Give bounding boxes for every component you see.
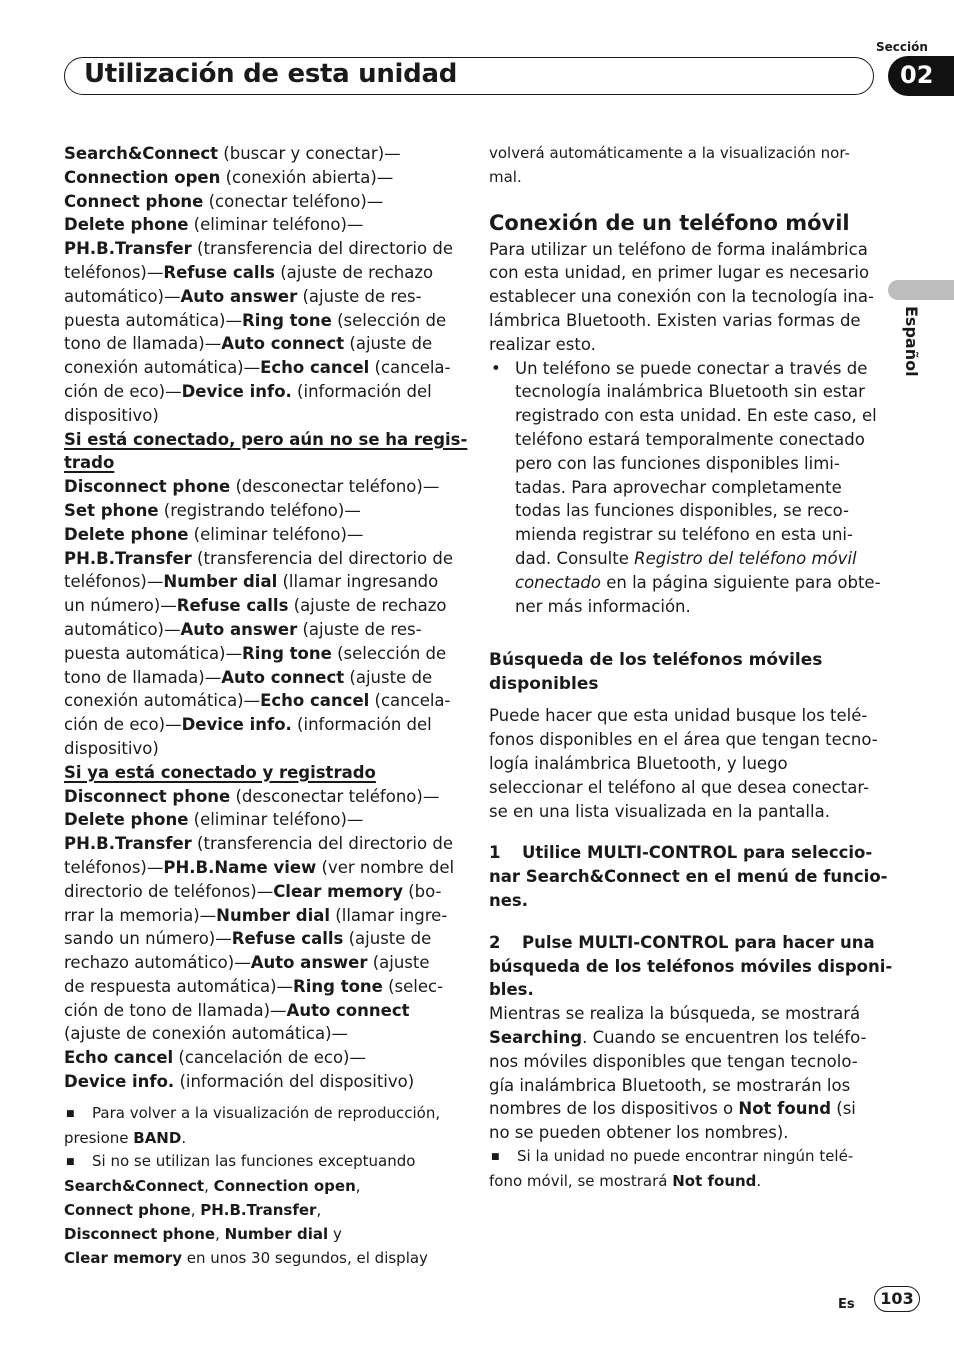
text-run: Disconnect phone: [64, 786, 231, 806]
section-label: Sección: [876, 40, 928, 54]
text-run: Connect phone: [64, 191, 204, 211]
language-tab: [888, 280, 954, 300]
text-line: [64, 356, 456, 380]
step-1: [489, 841, 888, 912]
text-line: [64, 832, 456, 856]
text-run: Delete phone: [64, 215, 189, 235]
text-run: Ring tone: [293, 976, 383, 996]
text-run: fono móvil, se mostrará: [489, 1171, 673, 1190]
text-line: [64, 1046, 456, 1070]
text-line: [64, 689, 456, 713]
text-run: Si no se utilizan las funciones exceptuando: [92, 1152, 416, 1171]
text-line: [515, 452, 881, 476]
step-line: [489, 931, 881, 955]
intro-text: [489, 142, 881, 190]
text-run: teléfonos)—: [64, 857, 164, 877]
text-run: rrar la memoria)—: [64, 905, 217, 925]
text-line: [64, 999, 456, 1023]
text-line: [64, 904, 456, 928]
text-run: (ajuste de: [344, 334, 433, 354]
text-run: sando un número)—: [64, 929, 232, 949]
text-line: [64, 523, 456, 547]
text-run: de respuesta automática)—: [64, 976, 294, 996]
text-run: (llamar ingresando: [277, 572, 439, 592]
note-line: [64, 1247, 456, 1271]
text-run: tono de llamada)—: [64, 334, 222, 354]
text-run: Search&Connect: [64, 144, 219, 163]
text-line: [489, 1121, 881, 1145]
note-line: [489, 1170, 881, 1194]
text-run: Refuse calls: [231, 929, 344, 949]
note-line: [64, 1175, 456, 1199]
text-line: [64, 666, 456, 690]
text-line: mal.: [489, 167, 522, 186]
text-run: un número)—: [64, 596, 177, 616]
text-line: [489, 1050, 881, 1074]
page-number: 103: [874, 1286, 920, 1312]
text-run: (ajuste de conexión automática)—: [64, 1024, 349, 1044]
text-line: volverá automáticamente a la visualización nor-: [489, 144, 850, 162]
text-run: PH.B.Transfer: [64, 834, 192, 854]
text-run: Number dial: [163, 572, 278, 592]
text-run: Number dial: [216, 905, 331, 925]
paragraph-search: [489, 704, 881, 823]
text-line: [64, 927, 456, 951]
text-run: (información del: [291, 715, 432, 735]
text-run: . Cuando se encuentren los teléfo-: [582, 1027, 867, 1047]
text-run: conexión automática)—: [64, 358, 261, 378]
text-run: Device info.: [64, 1072, 175, 1092]
step-text: Pulse MULTI-CONTROL para hacer una: [522, 932, 875, 952]
text-line: [64, 475, 456, 499]
text-run: Number dial: [224, 1224, 329, 1243]
text-line: establecer una conexión con la tecnología ina-: [489, 287, 874, 307]
text-run: (ajuste de: [343, 929, 432, 949]
text-run: conectado: [515, 572, 601, 592]
text-run: Si la unidad no puede encontrar ningún telé-: [517, 1146, 854, 1165]
text-run: y: [328, 1224, 342, 1243]
text-run: puesta automática)—: [64, 310, 242, 330]
step-line: [489, 889, 881, 913]
step-text: nes.: [489, 890, 529, 910]
text-run: dispositivo): [64, 738, 159, 758]
text-run: BAND: [133, 1128, 182, 1147]
text-line: [64, 737, 456, 761]
paragraph-searching: [489, 1002, 881, 1145]
text-run: (transferencia del directorio de: [191, 834, 453, 854]
text-line: [64, 808, 456, 832]
text-line: [515, 357, 881, 381]
text-line: [64, 951, 456, 975]
text-run: PH.B.Transfer: [200, 1201, 317, 1220]
text-run: .: [181, 1128, 187, 1147]
text-line: [64, 451, 456, 475]
text-run: (ajuste de res-: [297, 619, 422, 639]
text-run: Not found: [672, 1171, 757, 1190]
text-line: [489, 1097, 881, 1121]
text-run: Echo cancel: [260, 358, 370, 378]
text-run: Delete phone: [64, 810, 189, 830]
text-line: [64, 261, 456, 285]
text-run: (ajuste de rechazo: [274, 262, 434, 282]
text-run: conexión automática)—: [64, 691, 261, 711]
text-run: PH.B.Name view: [163, 857, 317, 877]
text-run: Searching: [489, 1027, 583, 1047]
text-run: Ring tone: [242, 310, 332, 330]
text-line: [64, 428, 468, 452]
square-bullet-icon: ■: [66, 1157, 75, 1168]
language-code: Es: [838, 1297, 855, 1312]
text-run: (selec-: [382, 976, 444, 996]
note-not-found: [489, 1145, 881, 1194]
square-bullet-icon: ■: [66, 1108, 75, 1119]
text-run: (cancela-: [369, 691, 451, 711]
subheading: [489, 648, 881, 696]
page-title: Utilización de esta unidad: [84, 59, 458, 89]
step-2: [489, 931, 893, 1002]
text-run: Device info.: [181, 715, 292, 735]
text-run: dad. Consulte: [515, 548, 635, 568]
text-line: [64, 594, 456, 618]
text-run: (bo-: [402, 881, 442, 901]
text-line: [64, 761, 456, 785]
text-run: (transferencia del directorio de: [191, 239, 453, 259]
text-line: [515, 595, 881, 619]
text-line: [515, 547, 881, 571]
text-line: se en una lista visualizada en la pantalla.: [489, 801, 830, 821]
text-run: (información del: [291, 381, 432, 401]
text-run: Connect phone: [64, 1201, 191, 1220]
text-run: directorio de teléfonos)—: [64, 881, 274, 901]
text-line: realizar esto.: [489, 334, 596, 354]
step-number: 1: [489, 843, 501, 863]
text-line: [64, 618, 456, 642]
text-line: [64, 1022, 456, 1046]
text-run: tono de llamada)—: [64, 667, 222, 687]
text-line: [64, 713, 456, 737]
text-line: [489, 1074, 881, 1098]
text-run: ,: [204, 1177, 214, 1196]
text-run: (desconectar teléfono)—: [230, 786, 440, 806]
text-run: Auto answer: [250, 953, 368, 973]
text-run: (información del dispositivo): [174, 1072, 415, 1092]
text-run: (ajuste de rechazo: [288, 596, 447, 616]
right-column: [489, 142, 893, 1193]
step-text: bles.: [489, 980, 534, 1000]
text-run: (selección de: [331, 310, 447, 330]
text-run: (selección de: [331, 643, 447, 663]
text-run: Clear memory: [273, 881, 403, 901]
text-line: [515, 499, 881, 523]
text-line: [64, 190, 456, 214]
step-line: [489, 841, 881, 865]
text-run: (cancela-: [369, 358, 451, 378]
text-run: ,: [190, 1201, 201, 1220]
text-run: todas las funciones disponibles, se reco-: [515, 501, 850, 521]
text-run: en unos 30 segundos, el display: [181, 1248, 428, 1267]
text-line: [515, 476, 881, 500]
text-run: teléfono estará temporalmente conectado: [515, 429, 865, 449]
text-run: ,: [355, 1177, 361, 1196]
text-run: teléfonos)—: [64, 262, 164, 282]
text-run: puesta automática)—: [64, 643, 242, 663]
text-run: Not found: [738, 1099, 832, 1119]
text-run: gía inalámbrica Bluetooth, se mostrarán los: [489, 1075, 851, 1095]
step-line: [489, 978, 881, 1002]
note-line: [64, 1199, 456, 1223]
text-line: [64, 499, 456, 523]
square-bullet-icon: ■: [491, 1151, 500, 1162]
text-run: PH.B.Transfer: [64, 239, 192, 259]
text-run: (ajuste de: [344, 667, 433, 687]
text-run: .: [756, 1171, 762, 1190]
text-run: no se pueden obtener los nombres).: [489, 1123, 789, 1143]
text-line: [64, 404, 456, 428]
text-run: Ring tone: [242, 643, 332, 663]
bullet-icon: •: [491, 358, 501, 378]
text-run: ,: [316, 1201, 322, 1220]
text-run: Connection open: [213, 1177, 356, 1196]
text-line: [64, 285, 456, 309]
step-number: 2: [489, 932, 501, 952]
text-line: [515, 428, 881, 452]
paragraph-connect: [489, 238, 881, 357]
text-run: (ajuste de res-: [297, 286, 422, 306]
text-run: ción de tono de llamada)—: [64, 1000, 287, 1020]
left-column: [64, 142, 468, 1270]
text-line: [64, 380, 456, 404]
text-run: nombres de los dispositivos o: [489, 1099, 739, 1119]
text-run: tadas. Para aprovechar completamente: [515, 477, 842, 497]
text-run: presione: [64, 1128, 134, 1147]
text-run: Si ya está conectado y registrado: [64, 762, 376, 782]
text-line: fonos disponibles en el área que tengan tecno-: [489, 730, 878, 750]
text-line: [64, 570, 456, 594]
note-line: [489, 1145, 881, 1170]
text-line: [64, 1070, 456, 1094]
text-run: PH.B.Transfer: [64, 548, 192, 568]
note-line: [64, 1102, 456, 1127]
text-line: Puede hacer que esta unidad busque los telé-: [489, 706, 868, 726]
subheading-line: Búsqueda de los teléfonos móviles: [489, 650, 823, 671]
text-line: [64, 309, 456, 333]
text-run: Registro del teléfono móvil: [634, 548, 857, 568]
section-badge: 02: [888, 56, 954, 96]
text-line: [64, 237, 456, 261]
text-run: trado: [64, 453, 115, 473]
text-run: tecnología inalámbrica Bluetooth sin estar: [515, 382, 865, 402]
text-run: Auto connect: [221, 334, 345, 354]
text-run: (si: [831, 1099, 856, 1119]
text-run: Auto connect: [221, 667, 345, 687]
text-run: Refuse calls: [176, 596, 289, 616]
text-line: [64, 975, 456, 999]
text-line: seleccionar el teléfono al que desea conectar-: [489, 777, 870, 797]
note-line: [64, 1223, 456, 1247]
text-run: Set phone: [64, 500, 159, 520]
subheading-line: disponibles: [489, 674, 599, 695]
text-run: Device info.: [181, 381, 292, 401]
text-run: (eliminar teléfono)—: [188, 524, 364, 544]
text-run: Clear memory: [64, 1248, 182, 1267]
text-run: rechazo automático)—: [64, 953, 251, 973]
text-run: automático)—: [64, 619, 181, 639]
section-heading: Conexión de un teléfono móvil: [489, 210, 850, 235]
text-run: Disconnect phone: [64, 477, 231, 497]
text-run: pero con las funciones disponibles limi-: [515, 453, 840, 473]
text-run: dispositivo): [64, 405, 159, 425]
text-run: Un teléfono se puede conectar a través de: [515, 358, 868, 378]
text-line: [64, 166, 456, 190]
text-run: (transferencia del directorio de: [191, 548, 453, 568]
text-line: [64, 142, 456, 166]
text-line: [64, 332, 456, 356]
function-list: [64, 142, 468, 1094]
text-run: (conectar teléfono)—: [203, 191, 384, 211]
text-line: [515, 404, 881, 428]
text-run: ner más información.: [515, 596, 691, 616]
text-line: [64, 856, 456, 880]
text-run: nos móviles disponibles que tengan tecnolo-: [489, 1051, 858, 1071]
note-line: [64, 1127, 456, 1151]
note-block: [64, 1102, 456, 1151]
text-line: [64, 213, 456, 237]
text-run: Search&Connect: [64, 1177, 205, 1196]
step-line: [489, 955, 893, 979]
text-line: [489, 1002, 881, 1026]
text-line: [64, 642, 456, 666]
note-line: [64, 1150, 456, 1175]
text-run: en la página siguiente para obte-: [601, 572, 881, 592]
text-line: lámbrica Bluetooth. Existen varias formas de: [489, 310, 861, 330]
text-run: ción de eco)—: [64, 381, 182, 401]
text-run: Echo cancel: [260, 691, 370, 711]
text-run: (registrando teléfono)—: [158, 500, 361, 520]
text-run: (eliminar teléfono)—: [188, 810, 364, 830]
text-run: registrado con esta unidad. En este caso, el: [515, 406, 877, 426]
text-line: [515, 571, 881, 595]
text-run: Connection open: [64, 167, 221, 187]
text-line: [489, 1026, 881, 1050]
text-run: Si está conectado, pero aún no se ha regis-: [64, 429, 468, 449]
text-run: (ajuste: [367, 953, 430, 973]
note-block: [64, 1150, 456, 1270]
text-run: Echo cancel: [64, 1048, 174, 1068]
text-line: logía inalámbrica Bluetooth, y luego: [489, 753, 788, 773]
bullet-item: [489, 357, 881, 619]
text-run: ,: [215, 1224, 225, 1243]
text-run: (cancelación de eco)—: [173, 1048, 366, 1068]
text-run: Auto connect: [286, 1000, 410, 1020]
text-run: Delete phone: [64, 524, 189, 544]
text-run: mienda registrar su teléfono en esta uni-: [515, 525, 853, 545]
text-run: ción de eco)—: [64, 715, 182, 735]
text-run: teléfonos)—: [64, 572, 164, 592]
text-line: [64, 547, 456, 571]
text-run: (ver nombre del: [316, 857, 455, 877]
step-text: Utilice MULTI-CONTROL para seleccio-: [522, 843, 873, 863]
step-text: búsqueda de los teléfonos móviles disponi-: [489, 956, 893, 976]
language-label: Español: [902, 306, 921, 377]
text-line: [515, 523, 881, 547]
text-line: [515, 380, 881, 404]
text-line: [64, 880, 456, 904]
text-run: (eliminar teléfono)—: [188, 215, 364, 235]
text-run: (conexión abierta)—: [220, 167, 394, 187]
text-run: automático)—: [64, 286, 181, 306]
step-line: [489, 865, 888, 889]
text-run: Disconnect phone: [64, 1224, 216, 1243]
text-run: Auto answer: [180, 286, 298, 306]
text-run: (desconectar teléfono)—: [230, 477, 440, 497]
notes: [64, 1102, 456, 1271]
text-run: (llamar ingre-: [330, 905, 448, 925]
text-line: con esta unidad, en primer lugar es necesario: [489, 263, 870, 283]
text-run: Auto answer: [180, 619, 298, 639]
text-line: [64, 785, 456, 809]
text-run: Refuse calls: [163, 262, 275, 282]
text-run: Para volver a la visualización de reproducción,: [92, 1103, 441, 1122]
text-run: (buscar y conectar)—: [218, 144, 401, 163]
text-line: Para utilizar un teléfono de forma inalámbrica: [489, 239, 868, 259]
text-run: Mientras se realiza la búsqueda, se mostrará: [489, 1004, 861, 1024]
step-text: nar Search&Connect en el menú de funcio-: [489, 867, 888, 887]
